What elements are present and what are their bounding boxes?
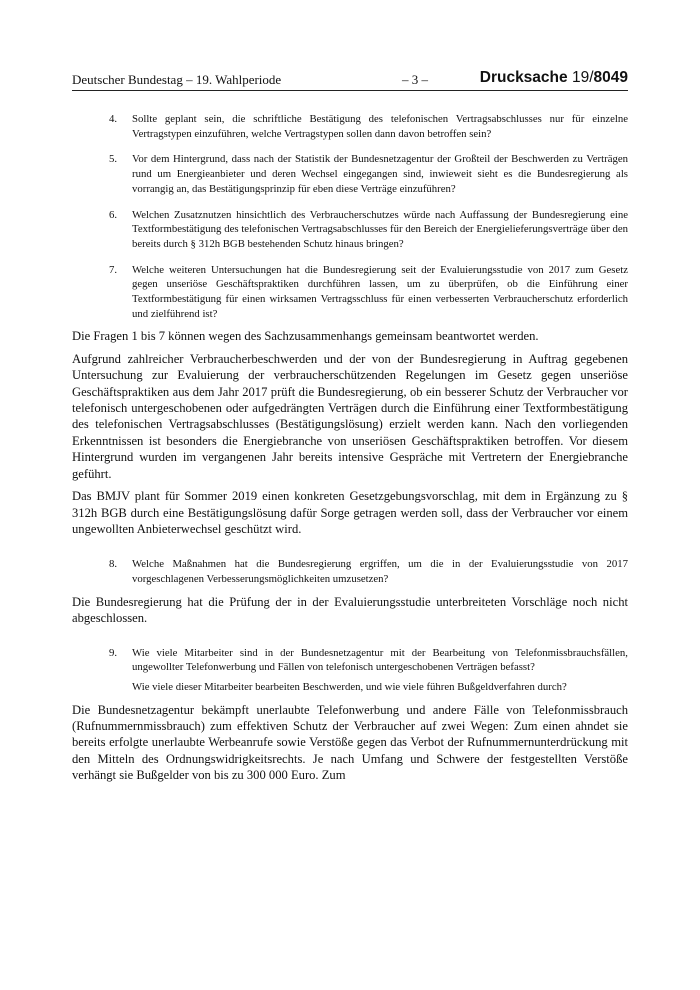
document-body: [72, 112, 628, 784]
answer-1-7-plan: Das BMJV plant für Sommer 2019 einen konkreten Gesetzgebungsvorschlag, mit dem in Ergänzung zu § 312h BGB durch eine Bestätigungslösung dafür Sorge getragen werden soll, dass der Verbraucher vor einem ungewollten Anbieterwechsel geschützt wird.: [72, 489, 628, 536]
question-text: Welche Maßnahmen hat die Bundesregierung ergriffen, um die in der Evaluierungsstudie von 2017 vorgeschlagenen Verbesserungsmöglichkeiten umzusetzen?: [132, 558, 628, 586]
parliament-label: Deutscher Bundestag – 19. Wahlperiode: [72, 72, 282, 87]
header-rule: [72, 90, 628, 91]
answer-9: Die Bundesnetzagentur bekämpft unerlaubte Telefonwerbung und andere Fälle von Telefonmissbrauch (Rufnummernmissbrauch) zum effektiven Schutz der Verbraucher auf zwei Wegen: Zum einen ahndet sie bereits erfolgte unerlaubte Werbeanrufe sowie Verstöße gegen das Verbot der Rufnummernunterdrückung mit den Mitteln des Ordnungswidrigkeitsrechts. Je nach Umfang und Schwere der festgestellten Verstöße verhängt sie Bußgelder von bis zu 300 000 Euro. Zum: [72, 702, 628, 783]
doc-label: Drucksache: [479, 69, 568, 86]
document-number: [480, 69, 628, 87]
question-number: 7.: [109, 263, 118, 276]
question-text: Welche weiteren Untersuchungen hat die Bundesregierung seit der Evaluierungsstudie von 2017 zum Gesetz gegen unseriöse Geschäftspraktiken durchführen lassen, um zu überprüfen, ob die Einführung einer Textformbestätigung für einen wirksamen Vertragsschluss für einen verbesserten Verbraucherschutz erforderlich und zielführend ist?: [132, 263, 628, 320]
page-header: [72, 70, 628, 92]
question-5: [72, 152, 628, 196]
question-8: [72, 557, 628, 586]
question-7: [72, 263, 628, 322]
answer-8: Die Bundesregierung hat die Prüfung der in der Evaluierungsstudie unterbreiteten Vorschläge noch nicht abgeschlossen.: [72, 594, 628, 626]
question-number: 5.: [109, 153, 118, 166]
doc-number: 8049: [593, 69, 628, 86]
question-9: [72, 646, 628, 695]
answer-1-7-intro: Die Fragen 1 bis 7 können wegen des Sachzusammenhangs gemeinsam beantwortet werden.: [72, 329, 539, 344]
question-text: Vor dem Hintergrund, dass nach der Statistik der Bundesnetzagentur der Großteil der Beschwerden zu Verträgen rund um Energieanbieter und deren Wechsel eingegangen sind, inwieweit sieht es die Bundesregierung als vorrangig an, das Bestätigungsprinzip für eben diese Verträge einzuführen?: [132, 153, 628, 195]
question-text: Wie viele Mitarbeiter sind in der Bundesnetzagentur mit der Bearbeitung von Telefonmissbrauchsfällen, ungewollter Telefonwerbung und Fällen von telefonisch untergeschobenen Verträgen befasst?: [132, 646, 628, 674]
question-number: 6.: [109, 208, 118, 221]
question-text: Sollte geplant sein, die schriftliche Bestätigung des telefonischen Vertragsabschlusses nur für einzelne Vertragstypen einzuführen, welche Vertragstypen sollen dann davon betroffen sein?: [132, 113, 628, 140]
question-number: 8.: [109, 558, 118, 571]
answer-1-7-body: Aufgrund zahlreicher Verbraucherbeschwerden und der von der Bundesregierung in Auftrag gegebenen Untersuchung zur Evaluierung der verbraucherschützenden Regelungen im Gesetz gegen unseriöse Geschäftspraktiken aus dem Jahr 2017 prüft die Bundesregierung, ob ein besserer Schutz der Verbraucher vor telefonisch untergeschobenen oder aufgedrängten Verträgen durch die Einführung einer Textformbestätigung des telefonischen Vertragsabschlusses (Bestätigungslösung) erzielt werden kann. Nach den vorliegenden Erkenntnissen ist besonders die Energiebranche von unseriösen Geschäftspraktiken betroffen. Vor diesem Hintergrund wurden im vergangenen Jahr bereits intensive Gespräche mit Vertretern der Energiebranche geführt.: [72, 351, 628, 481]
question-4: [72, 112, 628, 141]
page-number: – 3 –: [402, 72, 428, 87]
question-6: [72, 208, 628, 252]
question-subtext: Wie viele dieser Mitarbeiter bearbeiten Beschwerden, und wie viele führen Bußgeldverfahren durch?: [132, 680, 567, 693]
question-text: Welchen Zusatznutzen hinsichtlich des Verbraucherschutzes würde nach Auffassung der Bundesregierung eine Textformbestätigung des telefonischen Vertragsabschlusses für den Bereich der Energielieferungsverträge über den bereits durch § 312h BGB bestehenden Schutz hinaus bringen?: [132, 208, 628, 250]
doc-number-prefix: 19/: [571, 69, 594, 86]
question-number: 4.: [109, 113, 118, 125]
question-number: 9.: [109, 646, 118, 659]
